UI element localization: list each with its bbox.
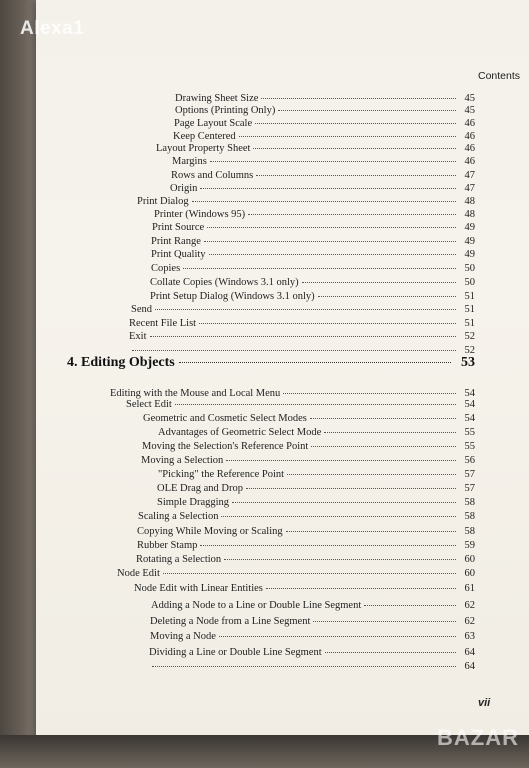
leader-dots bbox=[152, 666, 456, 667]
page-folio: vii bbox=[478, 697, 491, 709]
toc-entry-label: Margins bbox=[172, 156, 207, 167]
toc-entry-page: 50 bbox=[464, 263, 475, 274]
leader-dots bbox=[246, 488, 456, 489]
leader-dots bbox=[207, 227, 456, 228]
toc-entry-label: Adding a Node to a Line or Double Line Segment bbox=[151, 600, 362, 611]
toc-entry bbox=[173, 131, 475, 142]
toc-entry-page: 48 bbox=[464, 209, 475, 220]
leader-dots bbox=[232, 502, 456, 503]
toc-entry bbox=[157, 497, 475, 508]
leader-dots bbox=[204, 241, 456, 242]
toc-entry bbox=[137, 540, 475, 551]
toc-entry bbox=[150, 277, 475, 288]
toc-entry-page: 47 bbox=[464, 170, 475, 181]
toc-entry bbox=[158, 469, 475, 480]
toc-entry-label: Node Edit bbox=[117, 568, 160, 579]
toc-entry-page: 58 bbox=[464, 526, 475, 537]
toc-entry bbox=[137, 196, 475, 207]
toc-entry-page: 46 bbox=[464, 143, 475, 154]
toc-entry bbox=[151, 263, 475, 274]
toc-entry bbox=[154, 209, 475, 220]
toc-entry-page: 64 bbox=[464, 647, 475, 658]
leader-dots bbox=[261, 98, 456, 99]
toc-entry bbox=[136, 554, 475, 565]
toc-entry bbox=[172, 156, 475, 167]
toc-entry bbox=[170, 183, 475, 194]
toc-entry-page: 52 bbox=[464, 345, 475, 356]
toc-entry bbox=[157, 483, 475, 494]
toc-entry-label: Drawing Sheet Size bbox=[175, 93, 259, 104]
toc-entry-label: OLE Drag and Drop bbox=[157, 483, 244, 494]
watermark-bottom: BAZAR bbox=[437, 725, 519, 750]
toc-entry-label: Node Edit with Linear Entities bbox=[134, 583, 263, 594]
toc-entry bbox=[149, 661, 475, 672]
toc-entry-label: Moving a Node bbox=[150, 631, 216, 642]
toc-entry-label: Simple Dragging bbox=[157, 497, 230, 508]
toc-entry bbox=[174, 118, 475, 129]
leader-dots bbox=[226, 460, 456, 461]
toc-entry-page: 60 bbox=[464, 554, 475, 565]
toc-entry-page: 54 bbox=[464, 388, 475, 399]
toc-entry bbox=[117, 568, 475, 579]
toc-entry-label: Page Layout Scale bbox=[174, 118, 253, 129]
toc-entry-page: 62 bbox=[464, 616, 475, 627]
toc-entry bbox=[150, 616, 475, 627]
toc-entry bbox=[151, 600, 475, 611]
toc-entry-page: 49 bbox=[464, 236, 475, 247]
toc-entry bbox=[134, 583, 475, 594]
toc-entry bbox=[141, 455, 475, 466]
leader-dots bbox=[302, 282, 456, 283]
toc-entry-label: Dividing a Line or Double Line Segment bbox=[149, 647, 322, 658]
toc-entry-page: 64 bbox=[464, 661, 475, 672]
toc-entry bbox=[151, 249, 475, 260]
leader-dots bbox=[224, 559, 456, 560]
leader-dots bbox=[221, 516, 456, 517]
toc-entry-label: Moving a Selection bbox=[141, 455, 224, 466]
toc-entry-label: Advantages of Geometric Select Mode bbox=[158, 427, 322, 438]
leader-dots bbox=[132, 350, 456, 351]
toc-entry-page: 58 bbox=[464, 497, 475, 508]
leader-dots bbox=[255, 123, 456, 124]
book-spine-shadow bbox=[0, 0, 40, 768]
toc-entry-label: Editing with the Mouse and Local Menu bbox=[110, 388, 281, 399]
leader-dots bbox=[311, 446, 456, 447]
toc-entry bbox=[152, 222, 475, 233]
running-header: Contents bbox=[478, 70, 521, 82]
toc-entry-page: 51 bbox=[464, 318, 475, 329]
toc-entry-label: Print Range bbox=[151, 236, 201, 247]
toc-entry-label: Deleting a Node from a Line Segment bbox=[150, 616, 311, 627]
chapter-page-number: 53 bbox=[461, 355, 475, 370]
toc-entry-page: 45 bbox=[464, 93, 475, 104]
toc-entry-label: Origin bbox=[170, 183, 198, 194]
leader-dots bbox=[324, 432, 456, 433]
chapter-leader-dots bbox=[179, 362, 451, 363]
toc-entry-page: 57 bbox=[464, 483, 475, 494]
toc-entry-page: 46 bbox=[464, 118, 475, 129]
leader-dots bbox=[248, 214, 456, 215]
toc-entry-page: 59 bbox=[464, 540, 475, 551]
leader-dots bbox=[183, 268, 456, 269]
toc-entry-page: 54 bbox=[464, 413, 475, 424]
leader-dots bbox=[150, 336, 457, 337]
toc-entry-page: 62 bbox=[464, 600, 475, 611]
chapter-title: 4. Editing Objects bbox=[67, 355, 175, 370]
toc-entry-page: 48 bbox=[464, 196, 475, 207]
toc-entry bbox=[131, 304, 475, 315]
toc-entry bbox=[126, 399, 475, 410]
toc-entry-label: Copying While Moving or Scaling bbox=[137, 526, 283, 537]
toc-entry-label: Recent File List bbox=[129, 318, 197, 329]
toc-entry bbox=[129, 331, 475, 342]
toc-entry-label: Print Dialog bbox=[137, 196, 189, 207]
leader-dots bbox=[192, 201, 456, 202]
toc-entry bbox=[110, 388, 475, 399]
toc-entry bbox=[149, 647, 475, 658]
toc-entry-page: 52 bbox=[464, 331, 475, 342]
toc-entry-page: 50 bbox=[464, 277, 475, 288]
leader-dots bbox=[283, 393, 456, 394]
toc-entry bbox=[175, 93, 475, 104]
toc-entry-label: "Picking" the Reference Point bbox=[158, 469, 285, 480]
toc-entry-label: Geometric and Cosmetic Select Modes bbox=[143, 413, 307, 424]
toc-entry bbox=[137, 526, 475, 537]
toc-entry bbox=[143, 413, 475, 424]
toc-entry-label: Select Edit bbox=[126, 399, 172, 410]
toc-entry-label: Moving the Selection's Reference Point bbox=[142, 441, 309, 452]
toc-entry-label: Printer (Windows 95) bbox=[154, 209, 246, 220]
watermark-top: Alexa1 bbox=[20, 18, 85, 39]
leader-dots bbox=[155, 309, 456, 310]
toc-entry bbox=[175, 105, 475, 116]
toc-entry bbox=[150, 631, 475, 642]
toc-entry-label: Collate Copies (Windows 3.1 only) bbox=[150, 277, 299, 288]
leader-dots bbox=[256, 175, 456, 176]
toc-entry-page: 56 bbox=[464, 455, 475, 466]
leader-dots bbox=[318, 296, 456, 297]
toc-entry-page: 45 bbox=[464, 105, 475, 116]
toc-entry-label: Rows and Columns bbox=[171, 170, 254, 181]
toc-entry-label: Scaling a Selection bbox=[138, 511, 219, 522]
toc-entry-page: 55 bbox=[464, 427, 475, 438]
toc-entry-page: 51 bbox=[464, 291, 475, 302]
toc-entry-label: Rubber Stamp bbox=[137, 540, 198, 551]
toc-entry-label: Print Quality bbox=[151, 249, 206, 260]
toc-entry bbox=[150, 291, 475, 302]
leader-dots bbox=[266, 588, 456, 589]
leader-dots bbox=[325, 652, 456, 653]
toc-entry-label: Copies bbox=[151, 263, 181, 274]
toc-entry-label: Print Setup Dialog (Windows 3.1 only) bbox=[150, 291, 315, 302]
leader-dots bbox=[310, 418, 456, 419]
toc-entry-page: 63 bbox=[464, 631, 475, 642]
leader-dots bbox=[163, 573, 456, 574]
toc-entry-page: 51 bbox=[464, 304, 475, 315]
toc-entry-page: 46 bbox=[464, 131, 475, 142]
toc-entry-label: Send bbox=[131, 304, 152, 315]
toc-entry bbox=[171, 170, 475, 181]
toc-entry bbox=[138, 511, 475, 522]
leader-dots bbox=[200, 188, 456, 189]
leader-dots bbox=[209, 254, 456, 255]
toc-entry bbox=[129, 318, 475, 329]
leader-dots bbox=[175, 404, 456, 405]
leader-dots bbox=[364, 605, 456, 606]
toc-entry-page: 49 bbox=[464, 222, 475, 233]
toc-entry bbox=[158, 427, 475, 438]
leader-dots bbox=[287, 474, 456, 475]
toc-entry-page: 49 bbox=[464, 249, 475, 260]
toc-entry bbox=[142, 441, 475, 452]
leader-dots bbox=[199, 323, 456, 324]
toc-entry bbox=[151, 236, 475, 247]
toc-entry-label: Exit bbox=[129, 331, 147, 342]
toc-entry-label: Print Source bbox=[152, 222, 205, 233]
leader-dots bbox=[219, 636, 456, 637]
toc-entry-page: 55 bbox=[464, 441, 475, 452]
toc-entry-page: 61 bbox=[464, 583, 475, 594]
toc-entry-page: 58 bbox=[464, 511, 475, 522]
leader-dots bbox=[239, 136, 456, 137]
leader-dots bbox=[313, 621, 456, 622]
toc-entry-page: 47 bbox=[464, 183, 475, 194]
toc-entry-label: Rotating a Selection bbox=[136, 554, 222, 565]
leader-dots bbox=[210, 161, 456, 162]
toc-entry bbox=[156, 143, 475, 154]
toc-entry-page: 60 bbox=[464, 568, 475, 579]
leader-dots bbox=[253, 148, 456, 149]
leader-dots bbox=[278, 110, 456, 111]
toc-entry-label: Layout Property Sheet bbox=[156, 143, 251, 154]
leader-dots bbox=[200, 545, 456, 546]
toc-entry-page: 46 bbox=[464, 156, 475, 167]
toc-entry-label: Options (Printing Only) bbox=[175, 105, 276, 116]
toc-entry-label: Keep Centered bbox=[173, 131, 236, 142]
leader-dots bbox=[286, 531, 456, 532]
toc-entry-page: 57 bbox=[464, 469, 475, 480]
toc-entry-page: 54 bbox=[464, 399, 475, 410]
chapter-heading bbox=[67, 355, 475, 371]
